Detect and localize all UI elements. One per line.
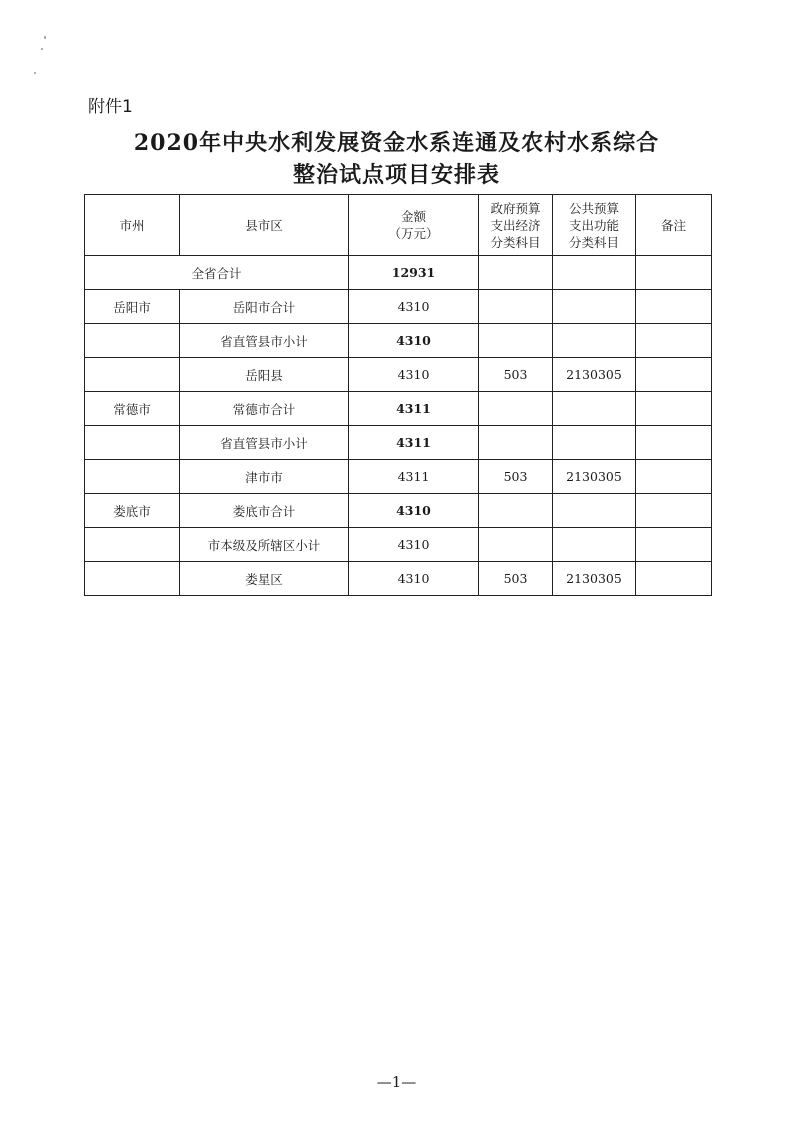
cell-econ	[479, 392, 553, 426]
province-total-remark	[636, 256, 712, 290]
cell-city: 常德市	[85, 392, 180, 426]
table-header-row	[85, 195, 712, 256]
cell-county: 省直管县市小计	[180, 426, 349, 460]
cell-econ: 503	[479, 460, 553, 494]
cell-amount: 4310	[349, 324, 479, 358]
table-row	[85, 494, 712, 528]
cell-remark	[636, 290, 712, 324]
cell-remark	[636, 494, 712, 528]
table-row	[85, 392, 712, 426]
cell-econ	[479, 494, 553, 528]
province-total-econ	[479, 256, 553, 290]
header-county: 县市区	[180, 195, 349, 256]
cell-city	[85, 562, 180, 596]
cell-func	[553, 528, 636, 562]
cell-city	[85, 528, 180, 562]
scan-speck	[41, 48, 43, 50]
cell-amount: 4310	[349, 358, 479, 392]
cell-amount: 4311	[349, 460, 479, 494]
cell-amount: 4311	[349, 426, 479, 460]
cell-county: 岳阳市合计	[180, 290, 349, 324]
header-functional-category: 公共预算 支出功能 分类科目	[553, 195, 636, 256]
cell-county: 市本级及所辖区小计	[180, 528, 349, 562]
header-city: 市州	[85, 195, 180, 256]
cell-func	[553, 290, 636, 324]
cell-func: 2130305	[553, 358, 636, 392]
cell-amount: 4310	[349, 290, 479, 324]
table-row	[85, 358, 712, 392]
table-row	[85, 562, 712, 596]
cell-remark	[636, 392, 712, 426]
cell-remark	[636, 562, 712, 596]
table-row	[85, 324, 712, 358]
cell-func: 2130305	[553, 562, 636, 596]
scan-speck	[34, 72, 36, 74]
cell-econ	[479, 426, 553, 460]
header-economic-category: 政府预算 支出经济 分类科目	[479, 195, 553, 256]
project-allocation-table	[84, 194, 712, 596]
cell-func	[553, 426, 636, 460]
cell-func	[553, 494, 636, 528]
cell-func: 2130305	[553, 460, 636, 494]
cell-remark	[636, 426, 712, 460]
document-title-line-2: 整治试点项目安排表	[292, 162, 500, 188]
table-row	[85, 528, 712, 562]
cell-amount: 4310	[349, 494, 479, 528]
cell-county: 岳阳县	[180, 358, 349, 392]
cell-remark	[636, 528, 712, 562]
cell-county: 常德市合计	[180, 392, 349, 426]
cell-city: 岳阳市	[85, 290, 180, 324]
province-total-func	[553, 256, 636, 290]
cell-econ	[479, 324, 553, 358]
province-total-label: 全省合计	[85, 256, 349, 290]
cell-func	[553, 324, 636, 358]
cell-remark	[636, 358, 712, 392]
page-number: —1—	[376, 1073, 417, 1091]
cell-amount: 4310	[349, 528, 479, 562]
cell-func	[553, 392, 636, 426]
cell-city	[85, 324, 180, 358]
cell-city: 娄底市	[85, 494, 180, 528]
header-remark: 备注	[636, 195, 712, 256]
table-row	[85, 290, 712, 324]
cell-remark	[636, 324, 712, 358]
cell-econ: 503	[479, 562, 553, 596]
scan-speck	[44, 36, 46, 39]
cell-city	[85, 460, 180, 494]
cell-city	[85, 426, 180, 460]
cell-county: 娄底市合计	[180, 494, 349, 528]
province-total-amount: 12931	[349, 256, 479, 290]
cell-county: 娄星区	[180, 562, 349, 596]
attachment-label: 附件1	[88, 97, 133, 117]
cell-econ	[479, 290, 553, 324]
cell-econ: 503	[479, 358, 553, 392]
document-title-line-1: 2020年中央水利发展资金水系连通及农村水系综合	[133, 130, 660, 156]
table-row-province-total	[85, 256, 712, 290]
header-amount: 金额 （万元）	[349, 195, 479, 256]
table-row	[85, 426, 712, 460]
cell-amount: 4310	[349, 562, 479, 596]
cell-amount: 4311	[349, 392, 479, 426]
cell-county: 省直管县市小计	[180, 324, 349, 358]
cell-city	[85, 358, 180, 392]
cell-econ	[479, 528, 553, 562]
table-row	[85, 460, 712, 494]
cell-county: 津市市	[180, 460, 349, 494]
cell-remark	[636, 460, 712, 494]
